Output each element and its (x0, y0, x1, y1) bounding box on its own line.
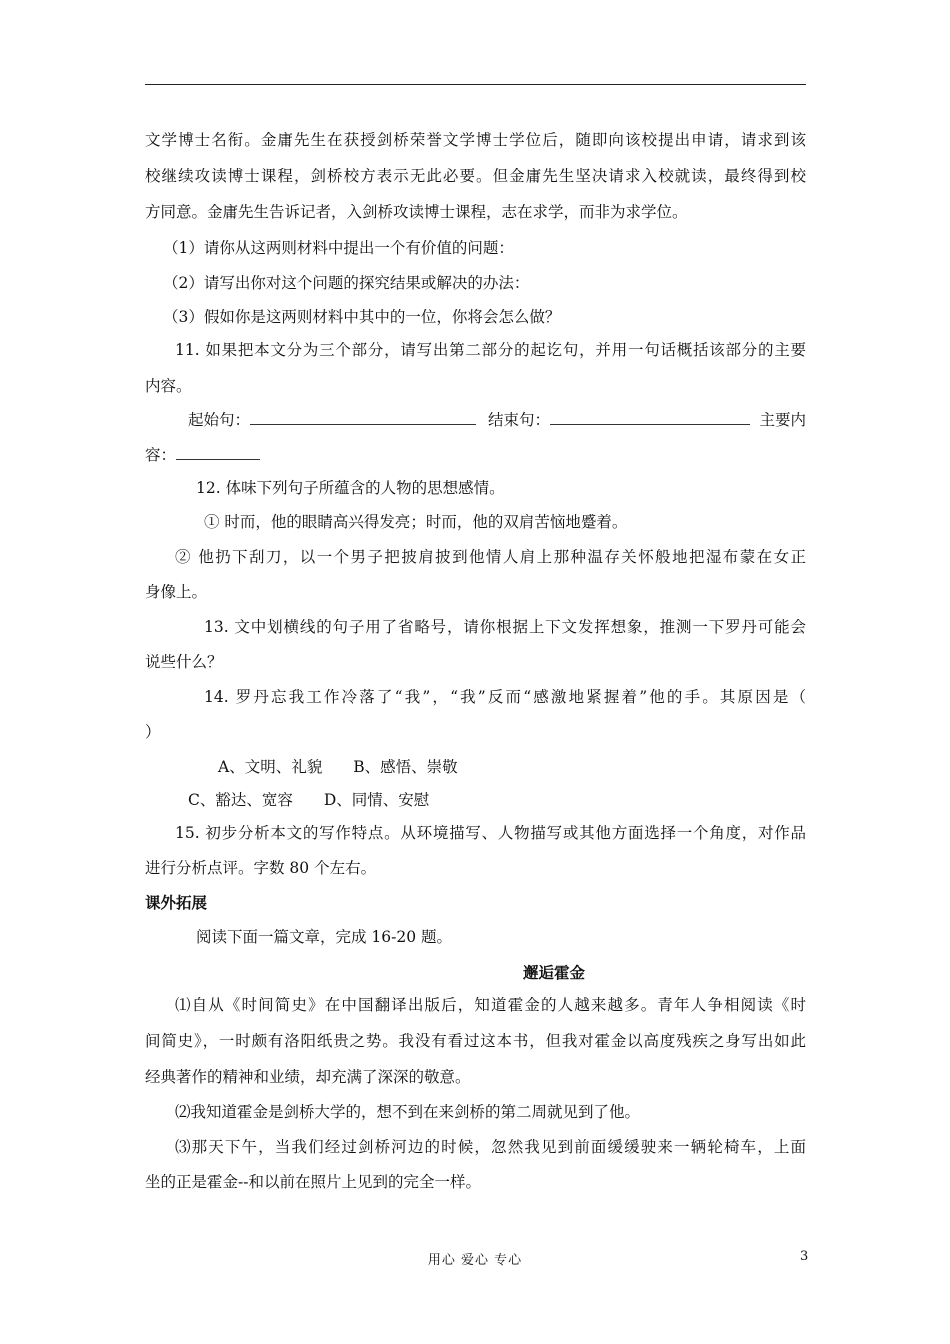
extension-instruction: 阅读下面一篇文章，完成 16-20 题。 (196, 928, 453, 946)
article-p3-line2: 坐的正是霍金--和以前在照片上见到的完全一样。 (145, 1173, 481, 1191)
q12-item1: ① 时而，他的眼睛高兴得发亮；时而，他的双肩苦恼地蹙着。 (204, 513, 628, 531)
material-line-3: 方同意。金庸先生告诉记者，入剑桥攻读博士课程，志在求学，而非为求学位。 (145, 203, 688, 221)
article-p2: ⑵我知道霍金是剑桥大学的，想不到在来剑桥的第二周就见到了他。 (175, 1103, 641, 1121)
q11-main-label-b: 容： (145, 446, 177, 464)
article-p3-line1: ⑶那天下午，当我们经过剑桥河边的时候，忽然我见到前面缓缓驶来一辆轮椅车，上面 (175, 1138, 806, 1156)
q11-main-blank[interactable] (176, 445, 260, 460)
q12-stem: 12. 体味下列句子所蕴含的人物的思想感情。 (196, 479, 505, 497)
article-p1-line1: ⑴自从《时间简史》在中国翻译出版后，知道霍金的人越来越多。青年人争相阅读《时 (175, 996, 806, 1014)
q11-main-label-a: 主要内 (759, 411, 806, 429)
q14-options-cd: C、豁达、宽容 D、同情、安慰 (188, 791, 430, 809)
q11-end-label: 结束句： (488, 411, 551, 429)
footer-motto: 用心 爱心 专心 (427, 1253, 523, 1268)
q15-line2: 进行分析点评。字数 80 个左右。 (145, 859, 377, 877)
q11-start-label: 起始句： (188, 411, 251, 429)
q11-line2: 内容。 (145, 377, 192, 395)
q14-options-ab: A、文明、礼貌 B、感悟、崇敬 (218, 758, 458, 776)
q12-item2-line2: 身像上。 (145, 583, 208, 601)
material-line-1: 文学博士名衔。金庸先生在获授剑桥荣誉文学博士学位后，随即向该校提出申请，请求到该 (145, 131, 806, 149)
q11-answer-row (188, 410, 806, 430)
q10-sub3: （3）假如你是这两则材料中其中的一位，你将会怎么做？ (163, 308, 561, 326)
q11-start-blank[interactable] (250, 410, 476, 425)
q11-line1: 11. 如果把本文分为三个部分，请写出第二部分的起讫句，并用一句话概括该部分的主要 (175, 341, 806, 359)
q14-line1: 14. 罗丹忘我工作冷落了“我”，“我”反而“感激地紧握着”他的手。其原因是（ (204, 688, 806, 706)
article-p1-line2: 间简史》，一时颇有洛阳纸贵之势。我没有看过这本书，但我对霍金以高度残疾之身写出如此 (145, 1032, 806, 1050)
article-p1-line3: 经典著作的精神和业绩，却充满了深深的敬意。 (145, 1068, 471, 1086)
q11-end-blank[interactable] (550, 410, 750, 425)
q10-sub1: （1）请你从这两则材料中提出一个有价值的问题： (163, 239, 514, 257)
q13-line2: 说些什么？ (145, 653, 223, 671)
q11-answer-row2 (145, 445, 806, 465)
page-number: 3 (800, 1249, 809, 1264)
article-title: 邂逅霍金 (523, 964, 586, 982)
q15-line1: 15. 初步分析本文的写作特点。从环境描写、人物描写或其他方面选择一个角度，对作品 (175, 824, 806, 842)
q10-sub2: （2）请写出你对这个问题的探究结果或解决的办法： (163, 274, 530, 292)
q13-line1: 13. 文中划横线的句子用了省略号，请你根据上下文发挥想象，推测一下罗丹可能会 (204, 618, 806, 636)
q12-item2-line1: ② 他扔下刮刀，以一个男子把披肩披到他情人肩上那种温存关怀般地把湿布蒙在女正 (175, 548, 806, 566)
q14-line2: ） (145, 723, 161, 741)
extension-heading: 课外拓展 (145, 894, 208, 912)
header-rule (145, 84, 806, 85)
material-line-2: 校继续攻读博士课程，剑桥校方表示无此必要。但金庸先生坚决请求入校就读，最终得到校 (145, 167, 806, 185)
